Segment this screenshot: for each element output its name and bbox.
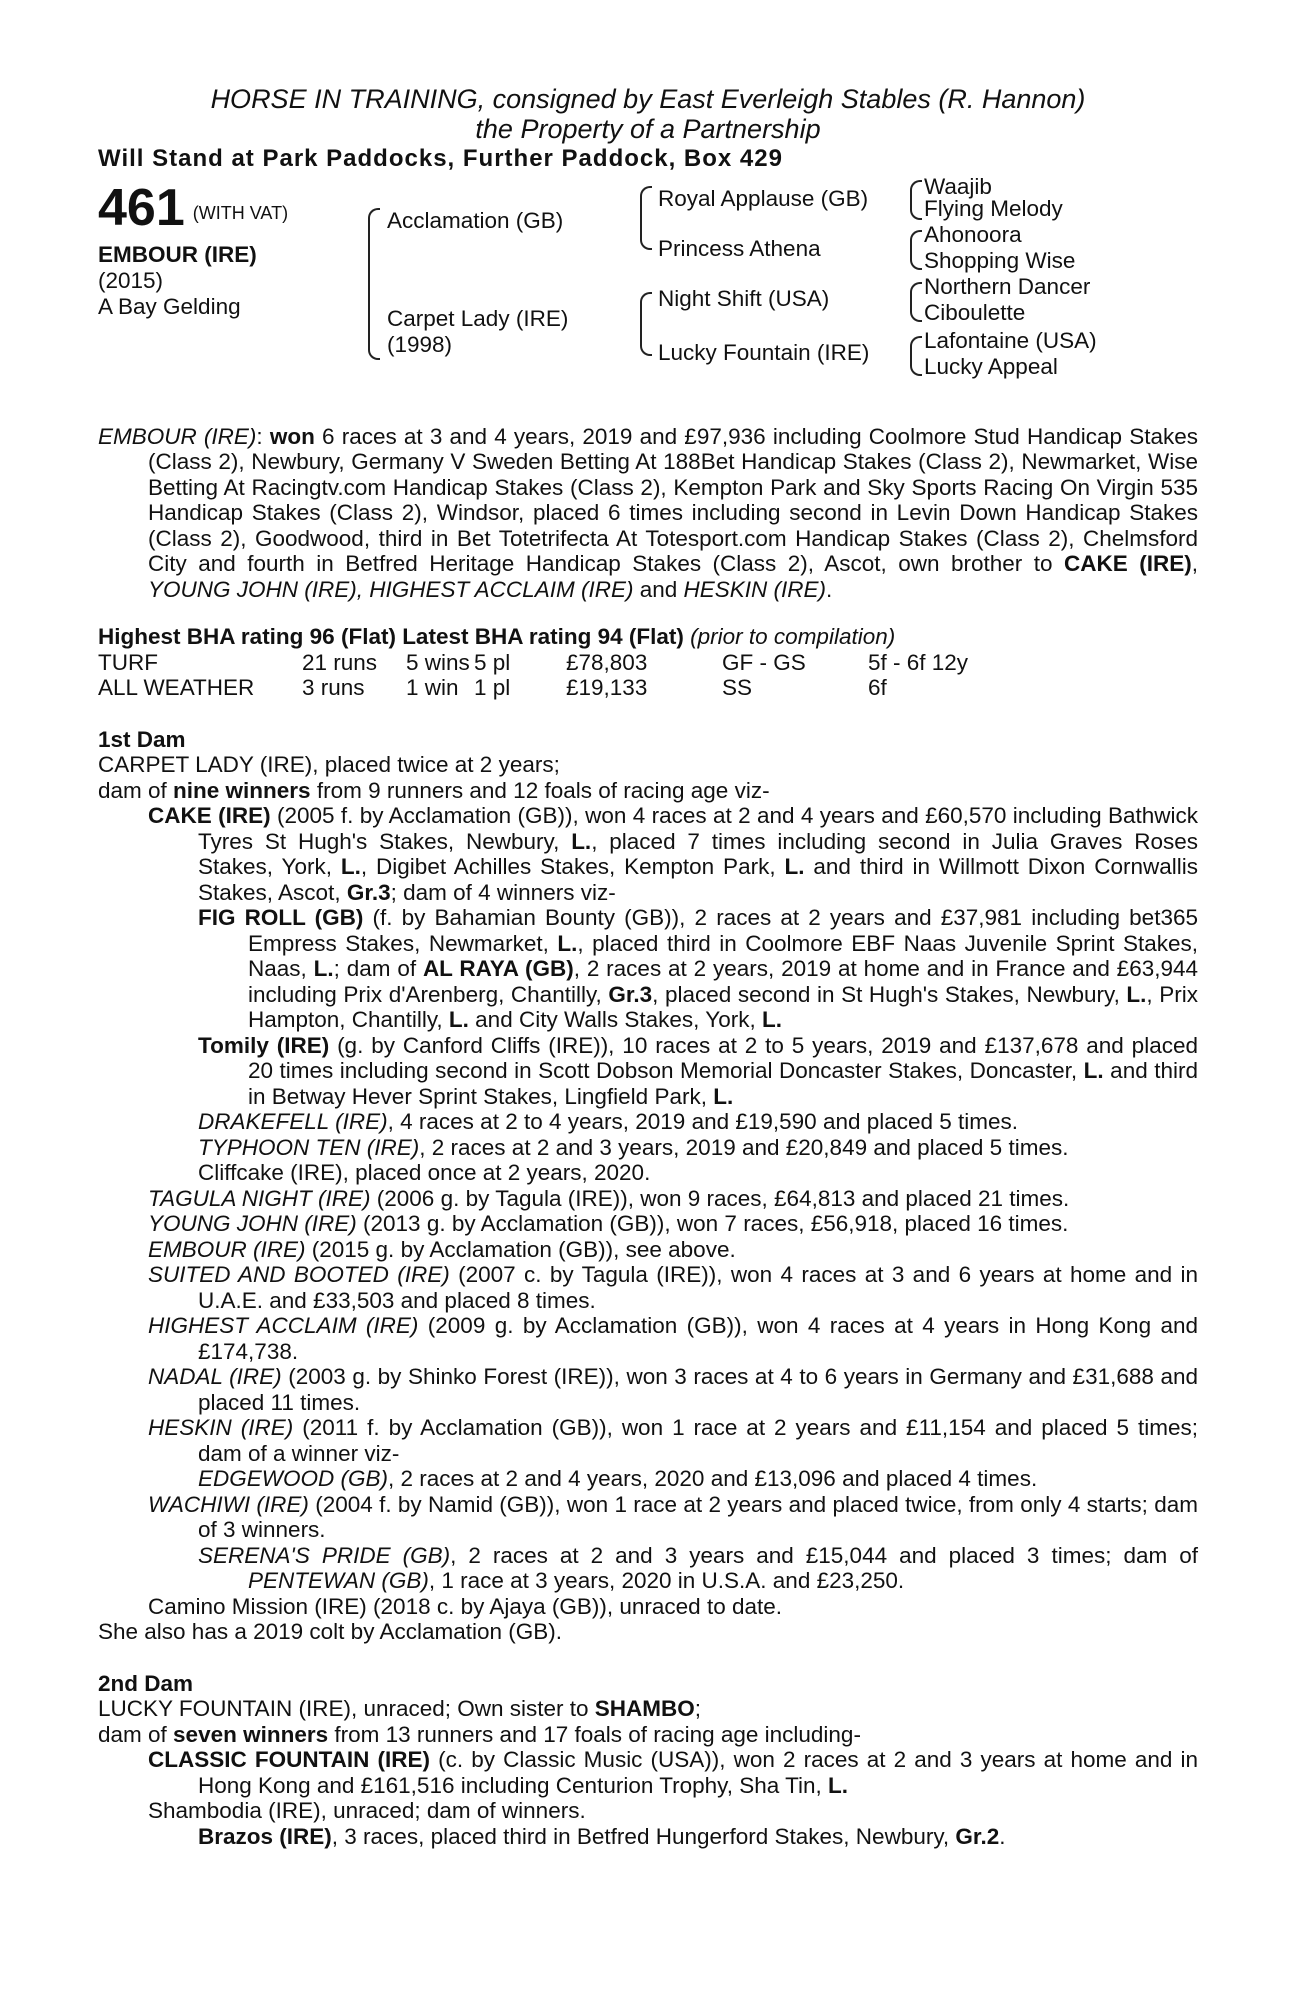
horse-name: EMBOUR (IRE) [98,241,257,267]
produce-name: TAGULA NIGHT (IRE) [148,1185,371,1211]
earnings: £78,803 [566,649,648,675]
text: , 4 races at 2 to 4 years, 2019 and £19,590 and placed 5 times. [387,1109,1019,1134]
text: (f. by Bahamian Bounty (GB)), 2 races at 2 years and £37,981 including bet365 Empress Stakes, Newmarket, [248,905,1198,956]
runs: 3 runs [302,675,365,700]
listed-mark: L. [448,1007,469,1032]
listed-mark: L. [713,1083,734,1109]
group-mark: Gr.2 [955,1823,1000,1849]
brace [910,336,922,376]
produce-typhoon-ten [98,1135,1198,1161]
catalogue-page [98,84,1198,1849]
horse-year: (2015) [98,267,164,293]
sire: Acclamation (GB) [387,207,564,233]
text: (2015 g. by Acclamation (GB)), see above. [305,1236,736,1262]
second-dam-record [98,1722,1198,1748]
brace [910,282,922,322]
produce-name: HESKIN (IRE) [148,1415,294,1440]
text: (2007 c. by Tagula (IRE)), won 4 races at 3 and 6 years at home and in U.A.E. and £33,503 and placed 8 times. [198,1262,1198,1313]
produce-wachiwi [98,1492,1198,1543]
text: , 2 races at 2 and 4 years, 2020 and £13,096 and placed 4 times. [388,1466,1038,1491]
placed: 5 pl [474,649,511,675]
dam: Carpet Lady (IRE) [387,305,569,331]
dam-dam: Lucky Fountain (IRE) [658,339,870,365]
produce-name: SERENA'S PRIDE (GB) [198,1542,451,1568]
text: , 2 races at 2 and 3 years and £15,044 and placed 3 times; dam of [450,1542,1198,1568]
text: , 3 races, placed third in Betfred Hungerford Stakes, Newbury, [331,1823,956,1849]
and-text: and [633,576,684,602]
produce-name: HIGHEST ACCLAIM (IRE) [148,1313,419,1338]
text: and City Walls Stakes, York, [468,1007,762,1032]
produce-classic-fountain [98,1747,1198,1798]
surface: ALL WEATHER [98,675,255,700]
text: , placed 7 times including second in Julia Graves Roses Stakes, York, [198,828,1198,879]
property-line: the Property of a Partnership [475,114,821,144]
sibling-heskin: HESKIN (IRE) [683,576,827,602]
period: . [826,576,833,602]
earnings: £19,133 [566,675,648,700]
listed-mark: L. [761,1007,782,1032]
produce-tomily [98,1033,1198,1110]
text: , Digibet Achilles Stakes, Kempton Park, [360,854,785,879]
produce-name: WACHIWI (IRE) [148,1491,309,1517]
text: , placed third in Coolmore EBF Naas Juvenile Sprint Stakes, Naas, [248,930,1198,981]
pedigree-cell: Northern Dancer [924,273,1091,299]
group-mark: Gr.3 [608,981,653,1007]
pedigree-block [98,174,1198,424]
runs: 21 runs [302,649,378,675]
produce-name: SHAMBO [594,1696,695,1721]
text: (2004 f. by Namid (GB)), won 1 race at 2 years and placed twice, from only 4 starts; dam of 3 winners. [198,1491,1198,1542]
text: , 2 races at 2 and 3 years, 2019 and £20,849 and placed 5 times. [419,1134,1069,1160]
pedigree-cell: Waajib [924,173,992,199]
winners-count: nine winners [173,777,311,803]
produce-highest-acclaim [98,1313,1198,1364]
also-note: She also has a 2019 colt by Acclamation (GB). [98,1619,562,1644]
brace [640,186,652,250]
brace [368,208,380,360]
produce-name: PENTEWAN (GB) [248,1568,429,1593]
placed: 1 pl [474,675,511,700]
dam-year: (1998) [387,331,453,357]
first-dam-heading: 1st Dam [98,726,186,752]
text: (2011 f. by Acclamation (GB)), won 1 race at 2 years and £11,154 and placed 5 times; dam of a winner viz- [198,1415,1199,1466]
text: (2009 g. by Acclamation (GB)), won 4 races at 4 years in Hong Kong and £174,738. [198,1313,1198,1364]
listed-mark: L. [340,854,361,879]
sire-sire: Royal Applause (GB) [658,185,869,211]
rating-title: Highest BHA rating 96 (Flat) Latest BHA rating 94 (Flat) [98,624,684,649]
text: (c. by Classic Music (USA)), won 2 races at 2 and 3 years at home and in Hong Kong and £161,516 including Centurion Trophy, Sha Tin, [198,1747,1198,1798]
produce-name: YOUNG JOHN (IRE) [148,1211,357,1236]
group-mark: Gr.3 [346,879,391,905]
text: (2006 g. by Tagula (IRE)), won 9 races, £64,813 and placed 21 times. [370,1185,1070,1211]
pedigree-cell: Flying Melody [924,195,1063,221]
produce-embour [98,1237,1198,1263]
produce-cake [98,803,1198,905]
distance: 6f [868,675,887,700]
text: (g. by Canford Cliffs (IRE)), 10 races at 2 to 5 years, 2019 and £137,678 and placed 20 times including second in Scott Dobson Memorial Doncaster Stakes, Doncaster, [248,1032,1198,1083]
summary-text: 6 races at 3 and 4 years, 2019 and £97,936 including Coolmore Stud Handicap Stakes (Class 2), Newbury, Germany V Sweden Betting At 188Bet Handicap Stakes (Class 2), Newmarket, Wise Betting At Racingtv.com Handicap Stakes (Class 2), Kempton Park and Sky Sports Racing On Virgin 535 Handicap Stakes (Class 2), Windsor, placed 6 times including second in Levin Down Handicap Stakes (Class 2), Goodwood, third in Bet Totetrifecta At Totesport.com Handicap Stakes (Class 2), Chelmsford City and fourth in Betfred Heritage Handicap Stakes (Class 2), Ascot, own brother to [148,423,1198,576]
rating-note: (prior to compilation) [690,624,896,649]
lot-number: 461 [98,178,185,237]
sibling-list: YOUNG JOHN (IRE), HIGHEST ACCLAIM (IRE) [148,576,634,602]
horse-name-ref: EMBOUR (IRE) [98,423,257,449]
listed-mark: L. [784,854,805,879]
text: (2003 g. by Shinko Forest (IRE)), won 3 races at 4 to 6 years in Germany and £31,688 and placed 11 times. [198,1364,1198,1415]
produce-name: CAKE (IRE) [148,803,271,828]
text: ; dam of 4 winners viz- [390,879,616,905]
produce-name: Tomily (IRE) [198,1032,330,1058]
second-dam-line [98,1696,1198,1722]
text: ; [694,1696,702,1721]
brace [910,180,922,220]
produce-name: TYPHOON TEN (IRE) [198,1134,420,1160]
bha-rating [98,624,1198,650]
pedigree-cell: Lafontaine (USA) [924,327,1097,353]
brace [910,230,922,270]
pedigree-cell: Shopping Wise [924,247,1076,273]
produce-serenas-pride [98,1543,1198,1594]
second-dam-heading: 2nd Dam [98,1670,194,1696]
table-row [98,650,968,676]
text: from 13 runners and 17 foals of racing age including- [328,1721,861,1747]
produce-nadal [98,1364,1198,1415]
winners-count: seven winners [173,1721,329,1747]
text: , placed second in St Hugh's Stakes, Newbury, [652,981,1127,1007]
brace [640,292,652,356]
dam-sire: Night Shift (USA) [658,285,830,311]
text: . [999,1823,1006,1849]
produce-brazos [98,1824,1198,1850]
text: ; dam of [333,956,423,981]
pedigree-cell: Ciboulette [924,299,1026,325]
text: and third in Betway Hever Sprint Stakes, Lingfield Park, [248,1058,1198,1109]
produce-cliffcake: Cliffcake (IRE), placed once at 2 years, 2020. [198,1160,651,1185]
text: , 2 races at 2 years, 2019 at home and in France and £63,944 including Prix d'Arenberg, Chantilly, [248,956,1199,1007]
table-row [98,675,968,701]
text: (2005 f. by Acclamation (GB)), won 4 races at 2 and 4 years and £60,570 including Bathwick Tyres St Hugh's Stakes, Newbury, [198,803,1198,854]
dam-line: CARPET LADY (IRE), placed twice at 2 years; [98,752,560,777]
produce-name: EMBOUR (IRE) [148,1236,306,1262]
produce-name: Brazos (IRE) [198,1823,332,1849]
produce-name: DRAKEFELL (IRE) [198,1109,388,1134]
consignor-line: HORSE IN TRAINING, consigned by East Everleigh Stables (R. Hannon) [210,84,1086,114]
produce-suited-and-booted [98,1262,1198,1313]
distance: 5f - 6f 12y [868,649,969,675]
form-table [98,650,968,701]
text: from 9 runners and 12 foals of racing age viz- [310,777,770,803]
produce-name: NADAL (IRE) [148,1364,282,1389]
produce-drakefell [98,1109,1198,1135]
stand-location: Will Stand at Park Paddocks, Further Paddock, Box 429 [98,145,783,172]
listed-mark: L. [828,1772,849,1798]
produce-young-john [98,1211,1198,1237]
pedigree-cell: Lucky Appeal [924,353,1058,379]
pedigree-cell: Ahonoora [924,221,1022,247]
dam-record [98,778,1198,804]
sire-dam: Princess Athena [658,235,821,261]
produce-fig-roll [98,905,1198,1033]
text: , 1 race at 3 years, 2020 in U.S.A. and £23,250. [428,1568,905,1593]
produce-name: SUITED AND BOOTED (IRE) [148,1262,450,1287]
text: LUCKY FOUNTAIN (IRE), unraced; Own sister to [98,1696,595,1721]
text: and third in Willmott Dixon Cornwallis Stakes, Ascot, [198,854,1198,905]
produce-edgewood [98,1466,1198,1492]
listed-mark: L. [313,956,334,981]
wins: 1 win [406,675,459,700]
listed-mark: L. [557,930,578,956]
text: (2013 g. by Acclamation (GB)), won 7 races, £56,918, placed 16 times. [356,1211,1069,1236]
text: , Prix Hampton, Chantilly, [248,981,1198,1032]
vat-note: (WITH VAT) [192,202,289,223]
lot-number-line [98,178,289,237]
produce-shambodia: Shambodia (IRE), unraced; dam of winners. [148,1798,586,1823]
produce-tagula-night [98,1186,1198,1212]
sibling-cake: CAKE (IRE) [1064,551,1192,576]
horse-description: A Bay Gelding [98,293,241,319]
spacer [98,602,1198,624]
text: dam of [98,1721,174,1747]
produce-name: FIG ROLL (GB) [198,905,364,930]
produce-camino-mission: Camino Mission (IRE) (2018 c. by Ajaya (GB)), unraced to date. [148,1593,783,1619]
race-summary: EMBOUR (IRE): won 6 races at 3 and 4 years, 2019 and £97,936 including Coolmore Stud Handicap Stakes (Class 2), Newbury, Germany V Sweden Betting At 188Bet Handicap Stakes (Class 2), Newmarket, Wise Betting At Racingtv.com Handicap Stakes (Class 2), Kempton Park and Sky Sports Racing On Virgin 535 Handicap Stakes (Class 2), Windsor, placed 6 times including second in Levin Down Handicap Stakes (Class 2), Goodwood, third in Bet Totetrifecta At Totesport.com Handicap Stakes (Class 2), Chelmsford City and fourth in Betfred Heritage Handicap Stakes (Class 2), Ascot, own brother to CAKE (IRE), YOUNG JOHN (IRE), HIGHEST ACCLAIM (IRE) and HESKIN (IRE). [98,423,1198,602]
won-label: won [269,423,315,449]
going: GF - GS [722,649,806,675]
produce-name: EDGEWOOD (GB) [198,1466,388,1491]
going: SS [722,675,753,700]
listed-mark: L. [571,828,592,854]
wins: 5 wins [406,649,470,675]
listed-mark: L. [1126,981,1147,1007]
text: dam of [98,777,174,803]
produce-name: CLASSIC FOUNTAIN (IRE) [148,1747,431,1772]
produce-name: AL RAYA (GB) [422,956,574,981]
listed-mark: L. [1083,1058,1104,1083]
produce-heskin [98,1415,1198,1466]
surface: TURF [98,649,158,675]
